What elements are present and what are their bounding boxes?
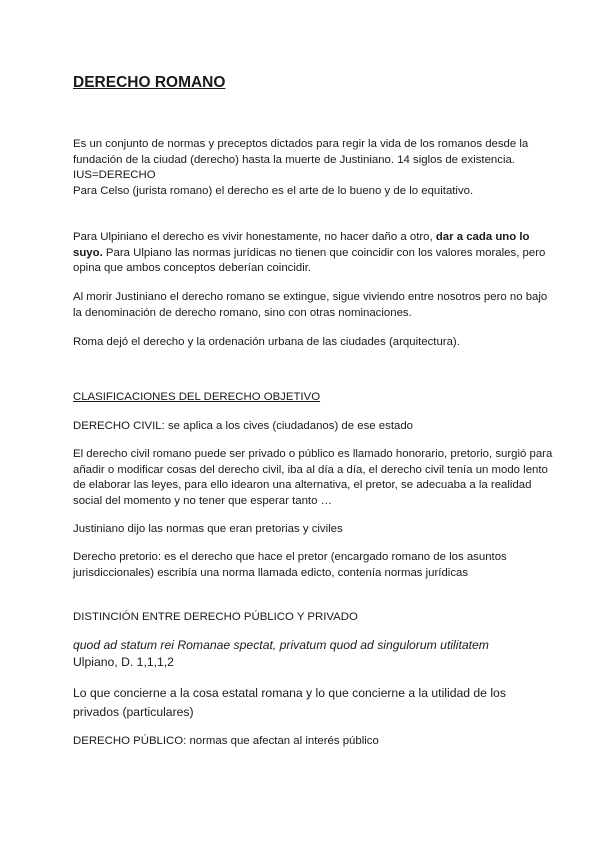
quote-citation: Ulpiano, D. 1,1,1,2 [73, 654, 174, 669]
section-heading-clasificaciones: CLASIFICACIONES DEL DERECHO OBJETIVO [73, 391, 321, 403]
paragraph-concierne: Lo que concierne a la cosa estatal romana y lo que concierne a la utilidad de los privados (particulares) [73, 686, 506, 719]
paragraph-justiniano: Al morir Justiniano el derecho romano se extingue, sigue viviendo entre nosotros pero no bajo la denominación de derecho romano, sino con otras nominaciones. [73, 291, 548, 319]
section-heading-distincion: DISTINCIÓN ENTRE DERECHO PÚBLICO Y PRIVADO [73, 611, 358, 623]
paragraph-definition: Es un conjunto de normas y preceptos dictados para regir la vida de los romanos desde la fundación de la ciudad (derecho) hasta la muerte de Justiniano. 14 siglos de existencia. [73, 138, 529, 166]
latin-quote: quod ad statum rei Romanae spectat, privatum quod ad singulorum utilitatem [73, 638, 489, 652]
paragraph-ulpiniano [73, 230, 553, 277]
document-title: DERECHO ROMANO [73, 74, 226, 91]
intro-block [73, 137, 553, 199]
ulpiniano-text-a: Para Ulpiniano el derecho es vivir honestamente, no hacer daño a otro, [73, 231, 436, 243]
paragraph-derecho-civil: DERECHO CIVIL: se aplica a los cives (ciudadanos) de ese estado [73, 420, 413, 432]
paragraph-ius: IUS=DERECHO [73, 169, 156, 181]
paragraph-roma: Roma dejó el derecho y la ordenación urbana de las ciudades (arquitectura). [73, 336, 460, 348]
paragraph-pretorio: Derecho pretorio: es el derecho que hace el pretor (encargado romano de los asuntos jurisdiccionales) escribía una norma llamada edicto, contenía normas jurídicas [73, 551, 507, 579]
paragraph-celso: Para Celso (jurista romano) el derecho es el arte de lo bueno y de lo equitativo. [73, 184, 474, 197]
ulpiniano-bold: dar a cada uno lo suyo. [73, 231, 530, 259]
paragraph-civil-romano: El derecho civil romano puede ser privado o público es llamado honorario, pretorio, surgió para añadir o modificar cosas del derecho civil, iba al día a día, el derecho civil tenía un modo lento de elaborar las leyes, para ello idearon una alternativa, el pretor, se adecuaba a la realidad social del momento y no tener que esperar tanto … [73, 448, 553, 507]
paragraph-derecho-publico: DERECHO PÚBLICO: normas que afectan al interés público [73, 735, 379, 747]
quote-block [73, 638, 553, 670]
ulpiniano-text-c: Para Ulpiano las normas jurídicas no tienen que coincidir con los valores morales, pero opina que ambos conceptos deberían coincidir. [73, 246, 546, 274]
paragraph-justiniano-normas: Justiniano dijo las normas que eran pretorias y civiles [73, 523, 343, 535]
